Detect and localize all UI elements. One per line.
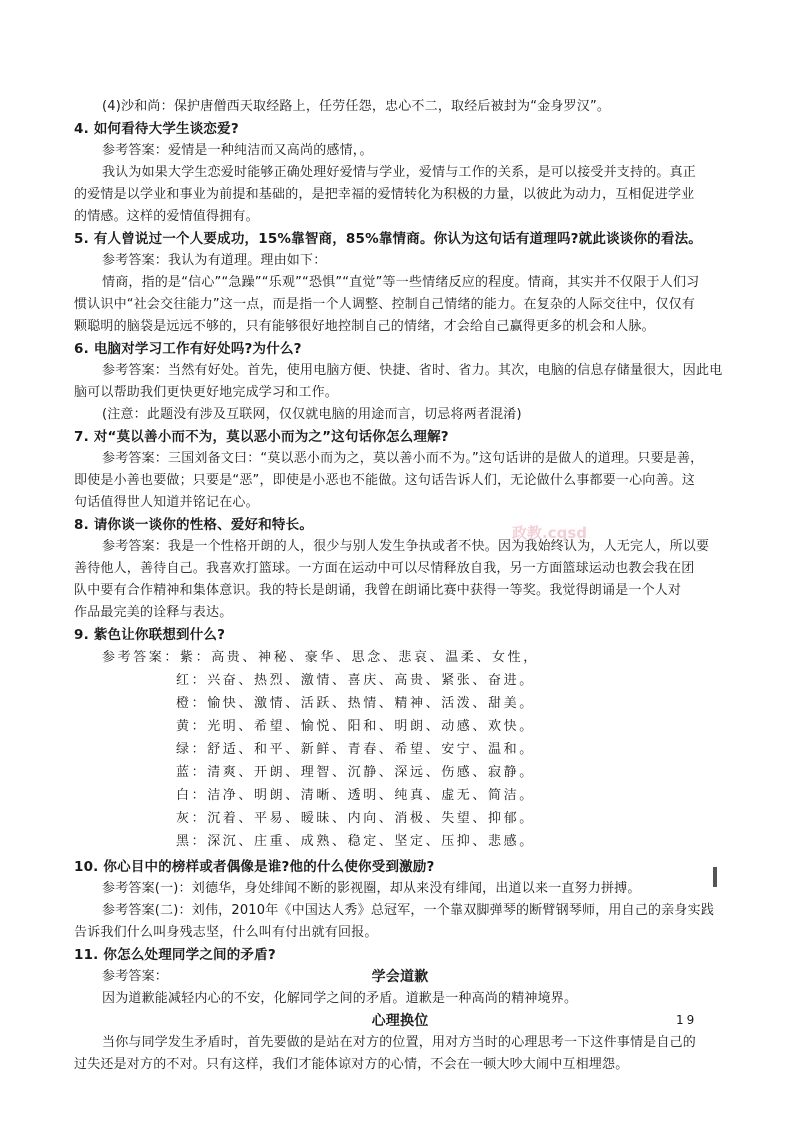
answer-line: 的情感。这样的爱情值得拥有。: [74, 209, 259, 224]
subheading: 心理换位: [371, 1013, 429, 1029]
color-association-line: 参考答案：紫：高贵、神秘、豪华、思念、悲哀、温柔、女性，: [102, 650, 539, 665]
scan-artifact: [713, 867, 717, 887]
answer-line: 情商，指的是“信心”“急躁”“乐观”“恐惧”“直觉”等一些情绪反应的程度。情商，其实并不仅限于人们习: [102, 275, 700, 290]
answer-line: 因为道歉能减轻内心的不安，化解同学之间的矛盾。道歉是一种高尚的精神境界。: [102, 991, 578, 1006]
subheading: 学会道歉: [371, 969, 429, 985]
answer-line: 即使是小善也要做；只要是“恶”，即使是小恶也不能做。这句话告诉人们，无论做什么事都要一心向善。这: [74, 473, 696, 488]
question-heading: 5. 有人曾说过一个人要成功，15%靠智商，85%靠情商。你认为这句话有道理吗?就此谈谈你的看法。: [74, 231, 702, 247]
question-heading: 11. 你怎么处理同学之间的矛盾?: [74, 947, 276, 963]
answer-line: 句话值得世人知道并铭记在心。: [74, 495, 259, 510]
color-association-line: 红：兴奋、热烈、激情、喜庆、高贵、紧张、奋进。: [176, 673, 535, 688]
answer-line: 作品最完美的诠释与表达。: [74, 605, 233, 620]
color-association-line: 蓝：清爽、开朗、理智、沉静、深远、伤感、寂静。: [176, 765, 535, 780]
answer-label: 参考答案：: [102, 969, 169, 984]
answer-line: 参考答案(二)：刘伟，2010年《中国达人秀》总冠军，一个靠双脚弹琴的断臂钢琴师，用自己的亲身实践: [102, 903, 715, 918]
answer-line: 我认为如果大学生恋爱时能够正确处理好爱情与学业，爱情与工作的关系，是可以接受并支持的。真正: [102, 165, 697, 180]
answer-line: 告诉我们什么叫身残志坚，什么叫有付出就有回报。: [74, 925, 378, 940]
color-association-line: 灰：沉着、平易、暧昧、内向、消极、失望、抑郁。: [176, 811, 535, 826]
question-heading: 7. 对“莫以善小而不为，莫以恶小而为之”这句话你怎么理解?: [74, 429, 449, 445]
answer-line: 参考答案：我是一个性格开朗的人，很少与别人发生争执或者不快。因为我始终认为，人无完人，所以要: [102, 539, 710, 554]
question-heading: 8. 请你谈一谈你的性格、爱好和特长。: [74, 517, 314, 533]
answer-line: 颗聪明的脑袋是远远不够的，只有能够很好地控制自己的情绪，才会给自己赢得更多的机会和人脉。: [74, 319, 655, 334]
answer-line: (4)沙和尚：保护唐僧西天取经路上，任劳任怨，忠心不二，取经后被封为“金身罗汉”。: [102, 99, 611, 114]
answer-line: 脑可以帮助我们更快更好地完成学习和工作。: [74, 385, 339, 400]
question-heading: 10. 你心目中的榜样或者偶像是谁?他的什么使你受到激励?: [74, 859, 435, 875]
answer-line: 参考答案：三国刘备文曰：“莫以恶小而为之，莫以善小而不为。”这句话讲的是做人的道理。只要是善，: [102, 451, 704, 466]
page-number: 19: [676, 1013, 698, 1027]
color-association-line: 白：洁净、明朗、清晰、透明、纯真、虚无、简洁。: [176, 788, 535, 803]
answer-line: 参考答案：爱情是一种纯洁而又高尚的感情，。: [102, 143, 373, 158]
answer-line: 善待他人，善待自己。我喜欢打篮球。一方面在运动中可以尽情释放自我，另一方面篮球运动也教会我在团: [74, 561, 695, 576]
answer-line: 当你与同学发生矛盾时，首先要做的是站在对方的位置，用对方当时的心理思考一下这件事情是自己的: [102, 1035, 697, 1050]
answer-line: 参考答案：当然有好处。首先，使用电脑方便、快捷、省时、省力。其次，电脑的信息存储量很大，因此电: [102, 363, 723, 378]
color-association-line: 橙：愉快、激情、活跃、热情、精神、活泼、甜美。: [176, 696, 535, 711]
answer-line: 惯认识中“社会交往能力”这一点，而是指一个人调整、控制自己情绪的能力。在复杂的人际交往中，仅仅有: [74, 297, 696, 312]
answer-line: 参考答案(一)：刘德华，身处绯闻不断的影视圈，却从来没有绯闻，出道以来一直努力拼搏。: [102, 881, 641, 896]
color-association-line: 黄：光明、希望、愉悦、阳和、明朗、动感、欢快。: [176, 719, 535, 734]
question-heading: 6. 电脑对学习工作有好处吗?为什么?: [74, 341, 302, 357]
watermark: 政教.cqsd: [512, 524, 587, 542]
note-line: (注意：此题没有涉及互联网，仅仅就电脑的用途而言，切忌将两者混淆): [102, 407, 522, 422]
answer-line: 参考答案：我认为有道理。理由如下：: [102, 253, 327, 268]
color-association-line: 绿：舒适、和平、新鲜、青春、希望、安宁、温和。: [176, 742, 535, 757]
question-heading: 4. 如何看待大学生谈恋爱?: [74, 121, 239, 137]
answer-line: 的爱情是以学业和事业为前提和基础的，是把幸福的爱情转化为积极的力量，以彼此为动力，互相促进学业: [74, 187, 695, 202]
answer-line: 过失还是对方的不对。只有这样，我们才能体谅对方的心情，不会在一顿大吵大闹中互相埋怨。: [74, 1057, 629, 1072]
color-association-line: 黑：深沉、庄重、成熟、稳定、坚定、压抑、悲感。: [176, 834, 535, 849]
answer-line: 队中要有合作精神和集体意识。我的特长是朗诵，我曾在朗诵比赛中获得一等奖。我觉得朗诵是一个人对: [74, 583, 682, 598]
question-heading: 9. 紫色让你联想到什么?: [74, 627, 226, 643]
